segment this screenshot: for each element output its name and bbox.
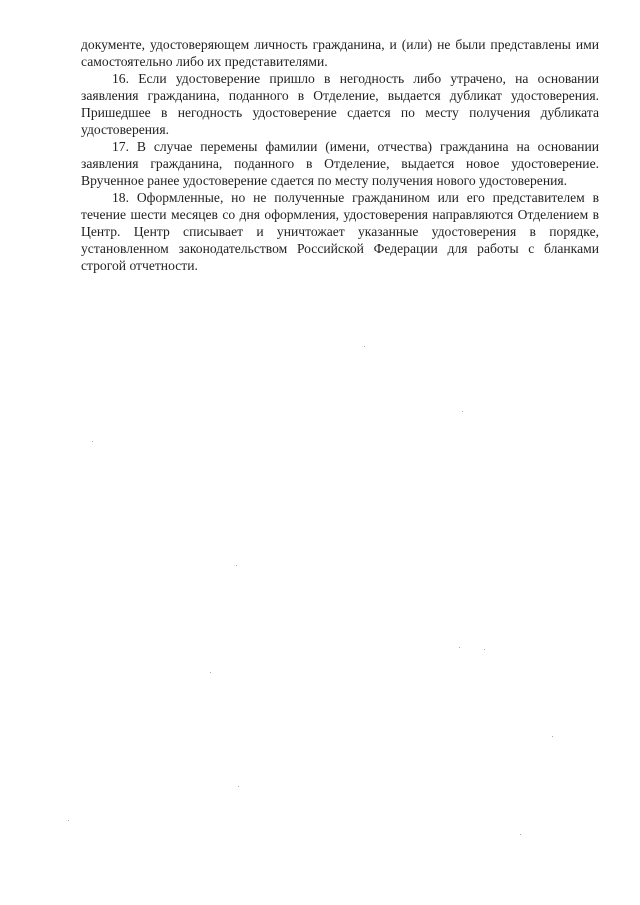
scan-speck [459,647,460,648]
scan-speck [68,820,69,821]
paragraph-18: 18. Оформленные, но не полученные гражданином или его представителем в течение шести месяцев со дня оформления, удостоверения направляются Отделением в Центр. Центр списывает и уничтожает указанные удостоверения в порядке, установленном законодательством Российской Федерации для работы с бланками строгой отчетности. [81,190,599,273]
scan-speck [364,346,365,347]
scan-speck [462,411,463,412]
scan-speck [92,441,93,442]
scan-speck [236,565,237,566]
scan-speck [552,736,553,737]
paragraph-continuation: документе, удостоверяющем личность гражданина, и (или) не были представлены ими самостоятельно либо их представителями. [81,37,599,69]
document-body [81,36,599,274]
scan-speck [484,649,485,650]
scan-speck [520,834,521,835]
paragraph-16: 16. Если удостоверение пришло в негодность либо утрачено, на основании заявления гражданина, поданного в Отделение, выдается дубликат удостоверения. Пришедшее в негодность удостоверение сдается по месту получения дубликата удостоверения. [81,71,599,137]
scan-speck [238,786,239,787]
scan-speck [210,672,211,673]
paragraph-17: 17. В случае перемены фамилии (имени, отчества) гражданина на основании заявления гражданина, поданного в Отделение, выдается новое удостоверение. Врученное ранее удостоверение сдается по месту получения нового удостоверения. [81,139,599,188]
